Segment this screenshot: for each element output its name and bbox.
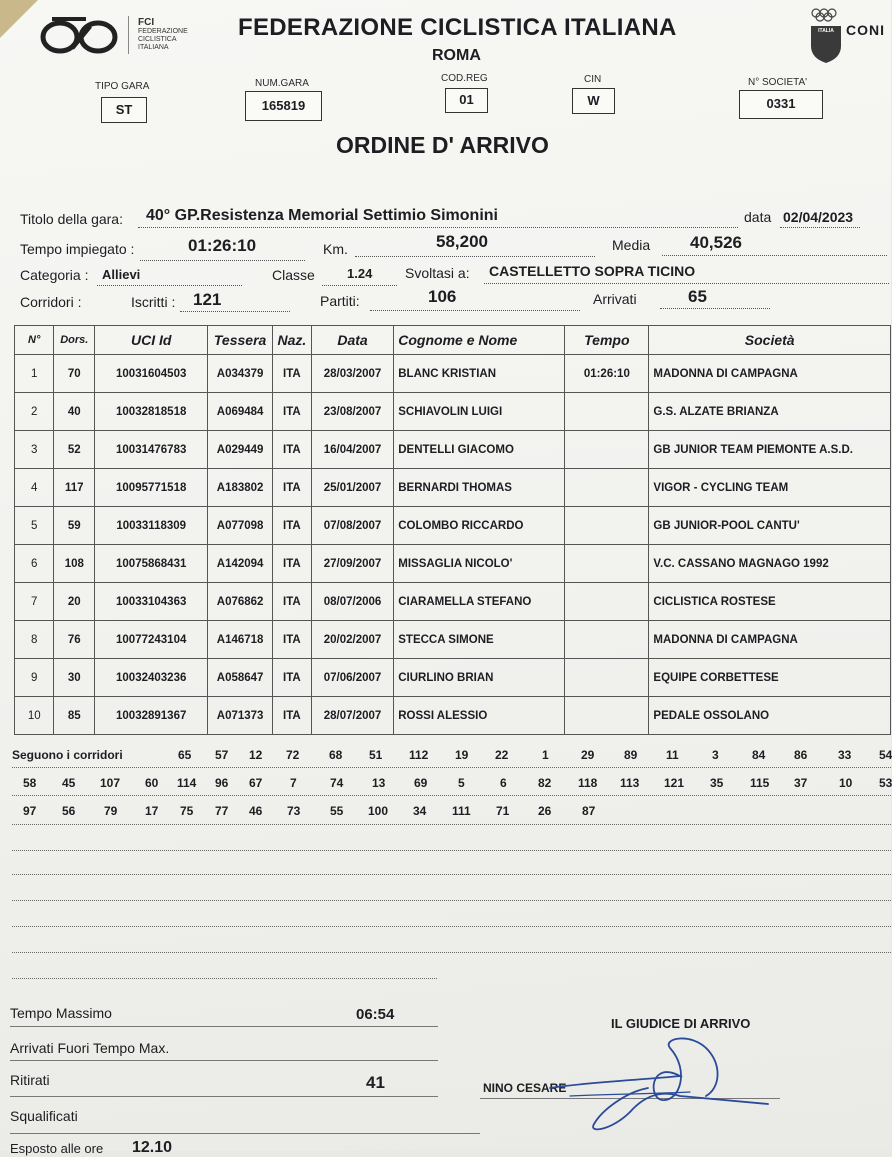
bib-number: 87 xyxy=(582,804,596,818)
corridori-label: Corridori : xyxy=(20,294,82,310)
bib-number: 67 xyxy=(249,776,263,790)
col-uci: UCI Id xyxy=(95,326,208,355)
cell-societa: GB JUNIOR TEAM PIEMONTE A.S.D. xyxy=(649,431,891,469)
tempo-label: Tempo impiegato : xyxy=(20,241,135,257)
cell-data: 16/04/2007 xyxy=(311,431,393,469)
cell-tessera: A029449 xyxy=(208,431,273,469)
cell-tessera: A077098 xyxy=(208,507,273,545)
cell-tempo xyxy=(565,659,649,697)
cell-tessera: A183802 xyxy=(208,469,273,507)
bib-number: 51 xyxy=(369,748,383,762)
cod-reg-box: 01 xyxy=(445,88,488,113)
cell-data: 23/08/2007 xyxy=(311,393,393,431)
km-value: 58,200 xyxy=(436,232,488,251)
cin-box: W xyxy=(572,88,615,114)
bib-number: 96 xyxy=(215,776,229,790)
cell-societa: EQUIPE CORBETTESE xyxy=(649,659,891,697)
cell-societa: VIGOR - CYCLING TEAM xyxy=(649,469,891,507)
cell-dors: 52 xyxy=(54,431,95,469)
cell-dors: 70 xyxy=(54,355,95,393)
blank-line xyxy=(12,850,891,851)
document-title: ORDINE D' ARRIVO xyxy=(336,132,549,158)
bib-number: 112 xyxy=(409,748,429,762)
bib-number: 89 xyxy=(624,748,638,762)
cell-tempo xyxy=(565,697,649,735)
bib-number: 58 xyxy=(23,776,37,790)
cin-label: CIN xyxy=(584,74,602,85)
cell-data: 27/09/2007 xyxy=(311,545,393,583)
cell-uci: 10075868431 xyxy=(95,545,208,583)
fci-sub-1: FEDERAZIONE xyxy=(138,28,188,35)
bib-number: 114 xyxy=(177,776,197,790)
categoria-label: Categoria : xyxy=(20,267,89,283)
societa-box: 0331 xyxy=(739,90,823,119)
bib-number: 56 xyxy=(62,804,76,818)
ritirati-value: 41 xyxy=(366,1073,385,1092)
blank-line xyxy=(12,874,891,875)
cell-nome: SCHIAVOLIN LUIGI xyxy=(394,393,565,431)
bib-number: 65 xyxy=(178,748,192,762)
iscritti-value: 121 xyxy=(193,290,222,309)
table-row xyxy=(15,545,891,583)
col-n: N° xyxy=(15,326,54,355)
bib-number: 34 xyxy=(413,804,427,818)
bib-number: 12 xyxy=(249,748,263,762)
esposto-label: Esposto alle ore xyxy=(10,1141,104,1156)
cell-nome: DENTELLI GIACOMO xyxy=(394,431,565,469)
cell-data: 08/07/2006 xyxy=(311,583,393,621)
bib-number: 54 xyxy=(879,748,892,762)
table-row xyxy=(15,469,891,507)
titolo-value: 40° GP.Resistenza Memorial Settimio Simonini xyxy=(146,207,498,224)
cell-tempo xyxy=(565,469,649,507)
bib-number: 75 xyxy=(180,804,194,818)
bib-number: 97 xyxy=(23,804,37,818)
bib-number: 55 xyxy=(330,804,344,818)
cell-nome: CIURLINO BRIAN xyxy=(394,659,565,697)
fuori-tempo-label: Arrivati Fuori Tempo Max. xyxy=(10,1040,170,1056)
bib-number: 7 xyxy=(290,776,297,790)
societa-label: N° SOCIETA' xyxy=(748,77,808,88)
bib-number: 26 xyxy=(538,804,552,818)
cell-data: 28/07/2007 xyxy=(311,697,393,735)
signature-icon xyxy=(530,1030,790,1140)
cell-pos: 10 xyxy=(15,697,54,735)
bib-number: 86 xyxy=(794,748,808,762)
cell-uci: 10032818518 xyxy=(95,393,208,431)
bib-number: 13 xyxy=(372,776,386,790)
cell-societa: MADONNA DI CAMPAGNA xyxy=(649,355,891,393)
bib-number: 74 xyxy=(330,776,344,790)
table-row xyxy=(15,355,891,393)
bib-number: 115 xyxy=(750,776,770,790)
table-row xyxy=(15,583,891,621)
num-gara-label: NUM.GARA xyxy=(255,78,309,89)
cell-tempo xyxy=(565,393,649,431)
cell-pos: 7 xyxy=(15,583,54,621)
titolo-label: Titolo della gara: xyxy=(20,211,123,227)
cell-naz: ITA xyxy=(272,621,311,659)
cell-naz: ITA xyxy=(272,507,311,545)
bib-number: 60 xyxy=(145,776,159,790)
federation-title: FEDERAZIONE CICLISTICA ITALIANA xyxy=(238,14,677,41)
tempo-max-line xyxy=(10,1026,438,1027)
cell-tempo xyxy=(565,431,649,469)
col-tempo: Tempo xyxy=(565,326,649,355)
cell-dors: 30 xyxy=(54,659,95,697)
blank-line xyxy=(12,978,437,979)
partiti-value: 106 xyxy=(428,287,457,306)
arrivati-line xyxy=(660,286,770,309)
km-label: Km. xyxy=(323,241,348,257)
svolto-label: Svoltasi a: xyxy=(405,265,470,281)
bib-number: 71 xyxy=(496,804,510,818)
bib-number: 35 xyxy=(710,776,724,790)
giudice-label: IL GIUDICE DI ARRIVO xyxy=(611,1016,751,1031)
num-gara-box: 165819 xyxy=(245,91,322,121)
cell-pos: 9 xyxy=(15,659,54,697)
blank-line xyxy=(12,900,891,901)
cell-pos: 2 xyxy=(15,393,54,431)
giudice-name: NINO CESARE xyxy=(483,1081,567,1095)
bib-number: 46 xyxy=(249,804,263,818)
cell-societa: V.C. CASSANO MAGNAGO 1992 xyxy=(649,545,891,583)
seguono-label: Seguono i corridori xyxy=(12,748,123,762)
cell-dors: 40 xyxy=(54,393,95,431)
cell-tempo xyxy=(565,583,649,621)
table-row xyxy=(15,393,891,431)
cell-pos: 5 xyxy=(15,507,54,545)
fci-sub-3: ITALIANA xyxy=(138,44,169,51)
cell-data: 07/06/2007 xyxy=(311,659,393,697)
cell-nome: MISSAGLIA NICOLO' xyxy=(394,545,565,583)
bib-number: 77 xyxy=(215,804,229,818)
col-dors: Dors. xyxy=(54,326,95,355)
tempo-value: 01:26:10 xyxy=(188,236,257,255)
cell-uci: 10095771518 xyxy=(95,469,208,507)
cell-dors: 20 xyxy=(54,583,95,621)
seguono-line-1 xyxy=(12,767,891,768)
cell-naz: ITA xyxy=(272,431,311,469)
cell-naz: ITA xyxy=(272,393,311,431)
fci-wordmark xyxy=(138,17,188,52)
cell-tessera: A071373 xyxy=(208,697,273,735)
table-row xyxy=(15,621,891,659)
seguono-line-3 xyxy=(12,824,891,825)
cell-naz: ITA xyxy=(272,355,311,393)
col-naz: Naz. xyxy=(272,326,311,355)
media-value: 40,526 xyxy=(690,233,742,252)
blank-line xyxy=(12,952,891,953)
bib-number: 79 xyxy=(104,804,118,818)
cell-data: 25/01/2007 xyxy=(311,469,393,507)
table-row xyxy=(15,697,891,735)
cell-tempo: 01:26:10 xyxy=(565,355,649,393)
tipo-gara-label: TIPO GARA xyxy=(95,81,150,92)
bib-number: 22 xyxy=(495,748,509,762)
bib-number: 33 xyxy=(838,748,852,762)
arrivati-value: 65 xyxy=(688,287,707,306)
cell-societa: G.S. ALZATE BRIANZA xyxy=(649,393,891,431)
cell-pos: 8 xyxy=(15,621,54,659)
squalificati-line xyxy=(10,1133,480,1134)
bib-number: 73 xyxy=(287,804,301,818)
table-row xyxy=(15,431,891,469)
coni-shield-text: ITALIA xyxy=(818,28,834,34)
cell-nome: CIARAMELLA STEFANO xyxy=(394,583,565,621)
arrivati-label: Arrivati xyxy=(593,291,637,307)
esposto-value: 12.10 xyxy=(132,1139,173,1156)
cell-data: 28/03/2007 xyxy=(311,355,393,393)
cell-pos: 4 xyxy=(15,469,54,507)
cell-uci: 10031604503 xyxy=(95,355,208,393)
cell-uci: 10032403236 xyxy=(95,659,208,697)
cell-uci: 10033118309 xyxy=(95,507,208,545)
bib-number: 17 xyxy=(145,804,159,818)
cell-pos: 1 xyxy=(15,355,54,393)
ritirati-line xyxy=(10,1096,438,1097)
bib-number: 72 xyxy=(286,748,300,762)
results-table xyxy=(14,325,891,735)
bib-number: 100 xyxy=(368,804,389,818)
cell-tessera: A146718 xyxy=(208,621,273,659)
cell-tessera: A069484 xyxy=(208,393,273,431)
cell-tempo xyxy=(565,507,649,545)
bib-number: 118 xyxy=(578,776,598,790)
tipo-gara-box: ST xyxy=(101,97,147,123)
col-data: Data xyxy=(311,326,393,355)
city: ROMA xyxy=(432,47,481,64)
cell-pos: 3 xyxy=(15,431,54,469)
bib-number: 68 xyxy=(329,748,343,762)
cell-data: 07/08/2007 xyxy=(311,507,393,545)
cell-dors: 117 xyxy=(54,469,95,507)
cell-naz: ITA xyxy=(272,545,311,583)
table-row xyxy=(15,507,891,545)
seguono-line-2 xyxy=(12,795,891,796)
partiti-line xyxy=(370,288,580,311)
cell-data: 20/02/2007 xyxy=(311,621,393,659)
partiti-label: Partiti: xyxy=(320,293,360,309)
bib-number: 45 xyxy=(62,776,76,790)
logo-divider xyxy=(128,16,129,54)
cell-nome: BLANC KRISTIAN xyxy=(394,355,565,393)
cell-uci: 10033104363 xyxy=(95,583,208,621)
bib-number: 37 xyxy=(794,776,808,790)
table-row xyxy=(15,659,891,697)
cell-societa: CICLISTICA ROSTESE xyxy=(649,583,891,621)
cell-societa: PEDALE OSSOLANO xyxy=(649,697,891,735)
bib-number: 53 xyxy=(879,776,892,790)
cell-societa: MADONNA DI CAMPAGNA xyxy=(649,621,891,659)
bib-number: 29 xyxy=(581,748,595,762)
coni-logo-icon xyxy=(806,6,846,64)
bib-number: 19 xyxy=(455,748,469,762)
squalificati-label: Squalificati xyxy=(10,1108,78,1124)
col-tessera: Tessera xyxy=(208,326,273,355)
table-header-row xyxy=(15,326,891,355)
bib-number: 111 xyxy=(452,804,471,818)
fci-logo-icon xyxy=(38,14,122,56)
media-label: Media xyxy=(612,237,651,253)
cell-dors: 85 xyxy=(54,697,95,735)
fci-short: FCI xyxy=(138,17,155,28)
cell-dors: 59 xyxy=(54,507,95,545)
tape-corner xyxy=(0,0,38,38)
blank-line xyxy=(12,926,891,927)
svolto-value: CASTELLETTO SOPRA TICINO xyxy=(489,263,696,279)
tempo-max-value: 06:54 xyxy=(356,1006,395,1023)
cod-reg-label: COD.REG xyxy=(441,73,488,84)
cell-tessera: A076862 xyxy=(208,583,273,621)
fuori-tempo-line xyxy=(10,1060,438,1061)
col-nome: Cognome e Nome xyxy=(394,326,565,355)
cell-societa: GB JUNIOR-POOL CANTU' xyxy=(649,507,891,545)
cell-nome: STECCA SIMONE xyxy=(394,621,565,659)
data-value: 02/04/2023 xyxy=(783,209,854,225)
cell-dors: 76 xyxy=(54,621,95,659)
coni-text: CONI xyxy=(846,22,885,38)
classe-label: Classe xyxy=(272,267,315,283)
cell-naz: ITA xyxy=(272,697,311,735)
cell-naz: ITA xyxy=(272,469,311,507)
tempo-max-label: Tempo Massimo xyxy=(10,1005,112,1021)
bib-number: 1 xyxy=(542,748,549,762)
cell-nome: ROSSI ALESSIO xyxy=(394,697,565,735)
classe-value: 1.24 xyxy=(347,266,373,281)
bib-number: 84 xyxy=(752,748,766,762)
cell-pos: 6 xyxy=(15,545,54,583)
bib-number: 3 xyxy=(712,748,719,762)
cell-tessera: A034379 xyxy=(208,355,273,393)
cell-tempo xyxy=(565,545,649,583)
fci-sub-2: CICLISTICA xyxy=(138,36,177,43)
cell-uci: 10032891367 xyxy=(95,697,208,735)
ritirati-label: Ritirati xyxy=(10,1072,50,1088)
bib-number: 11 xyxy=(666,748,679,762)
bib-number: 121 xyxy=(664,776,685,790)
bib-number: 57 xyxy=(215,748,229,762)
cell-naz: ITA xyxy=(272,583,311,621)
cell-naz: ITA xyxy=(272,659,311,697)
cell-nome: COLOMBO RICCARDO xyxy=(394,507,565,545)
cell-tessera: A058647 xyxy=(208,659,273,697)
cell-dors: 108 xyxy=(54,545,95,583)
bib-number: 10 xyxy=(839,776,853,790)
iscritti-label: Iscritti : xyxy=(131,294,176,310)
bib-number: 113 xyxy=(620,776,640,790)
cell-uci: 10077243104 xyxy=(95,621,208,659)
bib-number: 69 xyxy=(414,776,428,790)
bib-number: 5 xyxy=(458,776,465,790)
cell-nome: BERNARDI THOMAS xyxy=(394,469,565,507)
categoria-value: Allievi xyxy=(102,267,141,282)
cell-tempo xyxy=(565,621,649,659)
col-societa: Società xyxy=(649,326,891,355)
bib-number: 82 xyxy=(538,776,552,790)
cell-tessera: A142094 xyxy=(208,545,273,583)
cell-uci: 10031476783 xyxy=(95,431,208,469)
bib-number: 107 xyxy=(100,776,121,790)
bib-number: 6 xyxy=(500,776,507,790)
data-label: data xyxy=(744,209,772,225)
